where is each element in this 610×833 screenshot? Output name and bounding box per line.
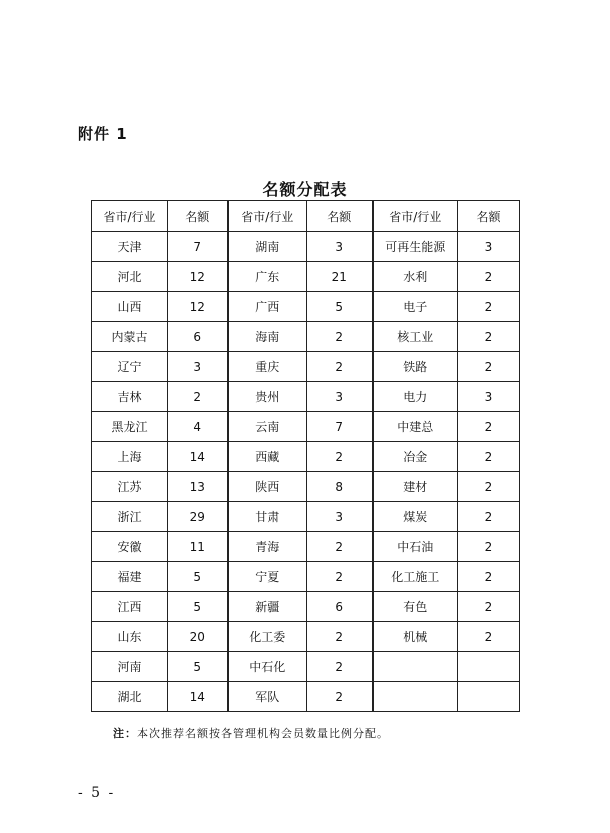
cell-quota: 7 [168, 232, 228, 262]
cell-industry: 化工施工 [373, 562, 458, 592]
cell-region: 内蒙古 [92, 322, 168, 352]
cell-quota: 2 [307, 322, 373, 352]
table-row [92, 412, 520, 442]
cell-industry: 电子 [373, 292, 458, 322]
cell-quota: 2 [307, 532, 373, 562]
cell-quota: 2 [307, 652, 373, 682]
cell-quota: 21 [307, 262, 373, 292]
cell-quota: 20 [168, 622, 228, 652]
cell-quota: 2 [458, 322, 520, 352]
cell-quota: 2 [307, 442, 373, 472]
cell-quota: 2 [458, 352, 520, 382]
cell-region: 海南 [228, 322, 307, 352]
table-row [92, 322, 520, 352]
cell-region: 上海 [92, 442, 168, 472]
cell-quota: 3 [307, 502, 373, 532]
cell-quota: 2 [458, 532, 520, 562]
cell-quota: 2 [458, 622, 520, 652]
cell-region: 广西 [228, 292, 307, 322]
cell-region: 甘肃 [228, 502, 307, 532]
cell-quota: 3 [307, 232, 373, 262]
cell-region: 化工委 [228, 622, 307, 652]
cell-quota: 3 [458, 232, 520, 262]
cell-region: 新疆 [228, 592, 307, 622]
header-region: 省市/行业 [373, 201, 458, 232]
cell-region: 湖南 [228, 232, 307, 262]
page-number: - 5 - [78, 785, 116, 801]
table-row [92, 562, 520, 592]
cell-industry [373, 652, 458, 682]
cell-quota: 2 [458, 592, 520, 622]
cell-quota: 2 [307, 562, 373, 592]
cell-region: 吉林 [92, 382, 168, 412]
cell-quota: 2 [458, 562, 520, 592]
cell-quota: 5 [307, 292, 373, 322]
table-row [92, 592, 520, 622]
table-row [92, 532, 520, 562]
table-row [92, 382, 520, 412]
cell-region: 中石化 [228, 652, 307, 682]
table-row [92, 442, 520, 472]
cell-quota: 14 [168, 682, 228, 712]
header-quota: 名额 [168, 201, 228, 232]
cell-quota: 2 [458, 262, 520, 292]
cell-quota: 11 [168, 532, 228, 562]
cell-quota: 2 [458, 472, 520, 502]
cell-region: 湖北 [92, 682, 168, 712]
cell-industry: 核工业 [373, 322, 458, 352]
cell-quota: 3 [168, 352, 228, 382]
cell-quota: 2 [307, 352, 373, 382]
table-row [92, 472, 520, 502]
footnote-text: 本次推荐名额按各管理机构会员数量比例分配。 [137, 727, 389, 740]
cell-quota: 2 [458, 412, 520, 442]
table-row [92, 502, 520, 532]
cell-quota: 2 [458, 442, 520, 472]
allocation-table [91, 200, 520, 712]
cell-region: 军队 [228, 682, 307, 712]
cell-industry [373, 682, 458, 712]
cell-region: 安徽 [92, 532, 168, 562]
cell-quota [458, 652, 520, 682]
cell-quota: 3 [458, 382, 520, 412]
cell-industry: 建材 [373, 472, 458, 502]
cell-region: 江西 [92, 592, 168, 622]
cell-quota: 12 [168, 262, 228, 292]
cell-quota: 13 [168, 472, 228, 502]
table-row [92, 232, 520, 262]
cell-region: 青海 [228, 532, 307, 562]
footnote [113, 725, 389, 741]
cell-region: 福建 [92, 562, 168, 592]
cell-quota: 8 [307, 472, 373, 502]
cell-industry: 有色 [373, 592, 458, 622]
cell-region: 天津 [92, 232, 168, 262]
cell-quota: 4 [168, 412, 228, 442]
cell-industry: 电力 [373, 382, 458, 412]
cell-region: 贵州 [228, 382, 307, 412]
cell-industry: 可再生能源 [373, 232, 458, 262]
table-row [92, 292, 520, 322]
cell-region: 河南 [92, 652, 168, 682]
table-title: 名额分配表 [262, 180, 348, 199]
table-row [92, 262, 520, 292]
cell-region: 宁夏 [228, 562, 307, 592]
cell-industry: 中建总 [373, 412, 458, 442]
cell-quota: 7 [307, 412, 373, 442]
header-region: 省市/行业 [92, 201, 168, 232]
cell-quota: 2 [458, 502, 520, 532]
footnote-prefix: 注： [113, 727, 137, 740]
table-header-row [92, 201, 520, 232]
table-row [92, 652, 520, 682]
cell-region: 山西 [92, 292, 168, 322]
table-row [92, 682, 520, 712]
cell-quota: 2 [307, 622, 373, 652]
attachment-label: 附件 1 [78, 125, 128, 143]
cell-quota: 14 [168, 442, 228, 472]
cell-quota [458, 682, 520, 712]
header-region: 省市/行业 [228, 201, 307, 232]
cell-quota: 5 [168, 652, 228, 682]
cell-industry: 水利 [373, 262, 458, 292]
cell-region: 云南 [228, 412, 307, 442]
cell-region: 陕西 [228, 472, 307, 502]
cell-quota: 12 [168, 292, 228, 322]
cell-quota: 6 [168, 322, 228, 352]
cell-quota: 5 [168, 562, 228, 592]
header-quota: 名额 [458, 201, 520, 232]
cell-quota: 5 [168, 592, 228, 622]
cell-industry: 中石油 [373, 532, 458, 562]
cell-region: 西藏 [228, 442, 307, 472]
cell-quota: 29 [168, 502, 228, 532]
cell-region: 黑龙江 [92, 412, 168, 442]
cell-quota: 3 [307, 382, 373, 412]
cell-industry: 铁路 [373, 352, 458, 382]
table-row [92, 352, 520, 382]
cell-industry: 煤炭 [373, 502, 458, 532]
cell-region: 山东 [92, 622, 168, 652]
cell-region: 河北 [92, 262, 168, 292]
cell-quota: 2 [458, 292, 520, 322]
cell-region: 浙江 [92, 502, 168, 532]
cell-region: 江苏 [92, 472, 168, 502]
table-row [92, 622, 520, 652]
header-quota: 名额 [307, 201, 373, 232]
cell-region: 广东 [228, 262, 307, 292]
cell-region: 重庆 [228, 352, 307, 382]
cell-industry: 冶金 [373, 442, 458, 472]
cell-quota: 2 [168, 382, 228, 412]
cell-quota: 6 [307, 592, 373, 622]
cell-quota: 2 [307, 682, 373, 712]
cell-industry: 机械 [373, 622, 458, 652]
cell-region: 辽宁 [92, 352, 168, 382]
